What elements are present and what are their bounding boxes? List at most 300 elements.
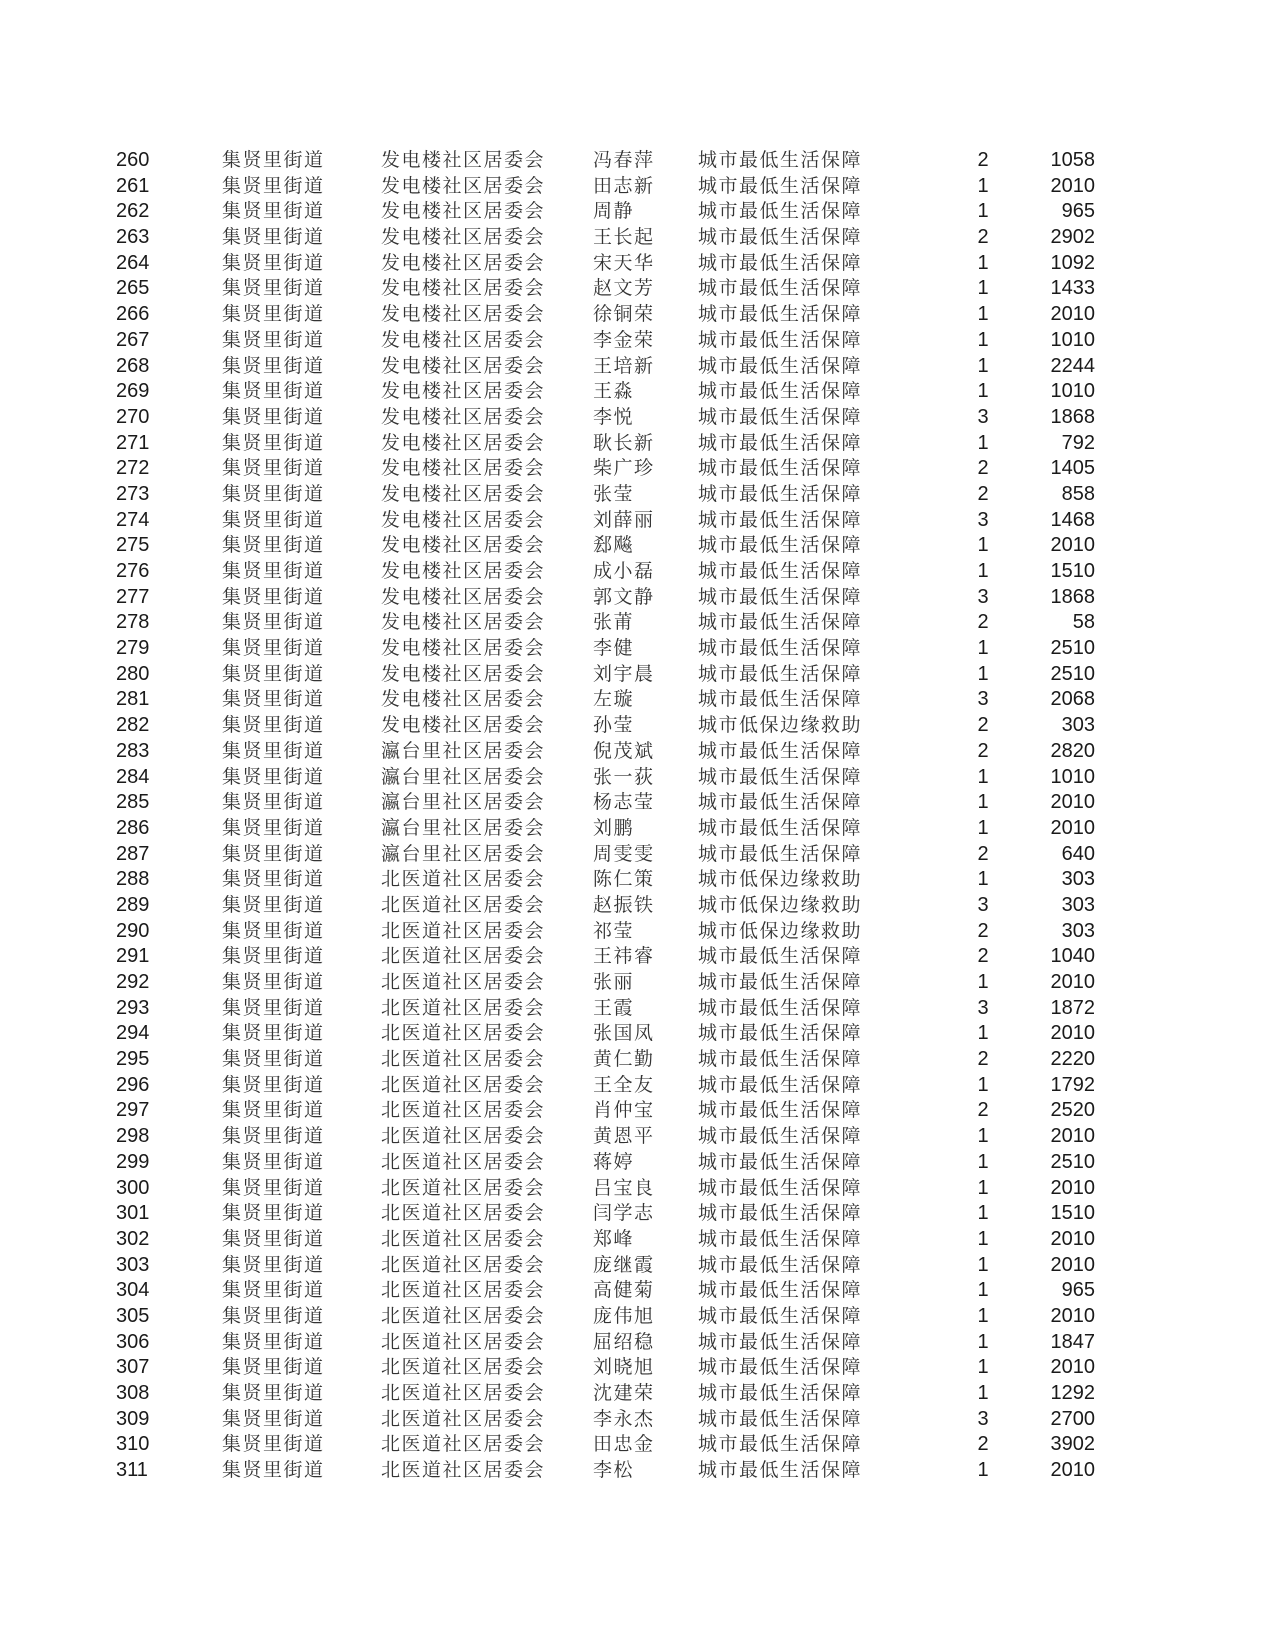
row-index: 288 xyxy=(116,868,150,891)
community-cell: 发电楼社区居委会 xyxy=(381,637,546,660)
table-row xyxy=(0,431,1275,457)
table-row xyxy=(0,1047,1275,1073)
street-cell: 集贤里街道 xyxy=(222,482,325,505)
household-count-cell: 1 xyxy=(977,1176,989,1199)
street-cell: 集贤里街道 xyxy=(222,662,325,685)
amount-cell: 640 xyxy=(1061,842,1095,865)
person-name-cell: 赵文芳 xyxy=(593,277,655,300)
community-cell: 发电楼社区居委会 xyxy=(381,560,546,582)
street-cell: 集贤里街道 xyxy=(222,714,325,737)
amount-cell: 1292 xyxy=(1050,1382,1095,1404)
person-name-cell: 徐铜荣 xyxy=(593,303,655,326)
street-cell: 集贤里街道 xyxy=(222,842,325,865)
assistance-type-cell: 城市低保边缘救助 xyxy=(698,893,863,916)
row-index: 264 xyxy=(116,251,150,274)
household-count-cell: 1 xyxy=(977,1125,989,1148)
community-cell: 发电楼社区居委会 xyxy=(381,226,546,249)
records-table xyxy=(0,148,1275,1484)
amount-cell: 1092 xyxy=(1050,251,1095,274)
household-count-cell: 3 xyxy=(977,996,989,1019)
amount-cell: 2520 xyxy=(1050,1099,1095,1122)
street-cell: 集贤里街道 xyxy=(222,1407,325,1430)
row-index: 274 xyxy=(116,508,150,531)
table-row xyxy=(0,379,1275,405)
table-row xyxy=(0,508,1275,534)
table-row xyxy=(0,893,1275,919)
assistance-type-cell: 城市最低生活保障 xyxy=(698,1073,863,1096)
row-index: 267 xyxy=(116,328,150,351)
assistance-type-cell: 城市最低生活保障 xyxy=(698,354,863,377)
street-cell: 集贤里街道 xyxy=(222,1099,325,1122)
household-count-cell: 3 xyxy=(977,508,989,531)
street-cell: 集贤里街道 xyxy=(222,1433,325,1456)
table-row xyxy=(0,1176,1275,1202)
assistance-type-cell: 城市最低生活保障 xyxy=(698,534,863,557)
row-index: 268 xyxy=(116,354,150,377)
amount-cell: 2700 xyxy=(1050,1407,1095,1430)
row-index: 301 xyxy=(116,1202,150,1225)
community-cell: 北医道社区居委会 xyxy=(381,1407,546,1430)
table-row xyxy=(0,1253,1275,1279)
table-row xyxy=(0,354,1275,380)
person-name-cell: 刘晓旭 xyxy=(593,1356,655,1379)
person-name-cell: 张莹 xyxy=(593,482,635,505)
household-count-cell: 3 xyxy=(977,1407,989,1430)
household-count-cell: 1 xyxy=(977,868,989,891)
row-index: 287 xyxy=(116,842,150,865)
assistance-type-cell: 城市最低生活保障 xyxy=(698,251,863,274)
assistance-type-cell: 城市最低生活保障 xyxy=(698,1048,863,1071)
person-name-cell: 田志新 xyxy=(593,174,655,197)
row-index: 308 xyxy=(116,1382,150,1404)
street-cell: 集贤里街道 xyxy=(222,1048,325,1071)
community-cell: 发电楼社区居委会 xyxy=(381,149,546,171)
amount-cell: 2010 xyxy=(1050,1253,1095,1276)
table-row xyxy=(0,1227,1275,1253)
amount-cell: 2010 xyxy=(1050,816,1095,839)
row-index: 280 xyxy=(116,662,150,685)
row-index: 263 xyxy=(116,226,150,249)
row-index: 282 xyxy=(116,714,150,737)
row-index: 311 xyxy=(116,1459,148,1482)
person-name-cell: 屈绍稳 xyxy=(593,1330,655,1353)
person-name-cell: 张一荻 xyxy=(593,765,655,788)
row-index: 271 xyxy=(116,431,150,454)
table-row xyxy=(0,816,1275,842)
community-cell: 北医道社区居委会 xyxy=(381,1099,546,1122)
row-index: 281 xyxy=(116,688,150,711)
amount-cell: 2010 xyxy=(1050,971,1095,993)
household-count-cell: 1 xyxy=(977,1253,989,1276)
row-index: 295 xyxy=(116,1048,150,1071)
person-name-cell: 杨志莹 xyxy=(593,791,655,814)
community-cell: 发电楼社区居委会 xyxy=(381,174,546,197)
person-name-cell: 赵振铁 xyxy=(593,893,655,916)
household-count-cell: 1 xyxy=(977,174,989,197)
person-name-cell: 庞伟旭 xyxy=(593,1304,655,1327)
amount-cell: 1868 xyxy=(1050,585,1095,608)
community-cell: 北医道社区居委会 xyxy=(381,1176,546,1199)
table-row xyxy=(0,1278,1275,1304)
table-row xyxy=(0,944,1275,970)
amount-cell: 1468 xyxy=(1050,508,1095,531)
amount-cell: 1433 xyxy=(1050,277,1095,300)
assistance-type-cell: 城市低保边缘救助 xyxy=(698,868,863,891)
household-count-cell: 1 xyxy=(977,1356,989,1379)
street-cell: 集贤里街道 xyxy=(222,1330,325,1353)
street-cell: 集贤里街道 xyxy=(222,226,325,249)
community-cell: 瀛台里社区居委会 xyxy=(381,765,546,788)
person-name-cell: 成小磊 xyxy=(593,560,655,582)
amount-cell: 1010 xyxy=(1050,380,1095,403)
assistance-type-cell: 城市最低生活保障 xyxy=(698,1202,863,1225)
table-row xyxy=(0,456,1275,482)
assistance-type-cell: 城市最低生活保障 xyxy=(698,1382,863,1404)
table-row xyxy=(0,739,1275,765)
community-cell: 北医道社区居委会 xyxy=(381,1125,546,1148)
street-cell: 集贤里街道 xyxy=(222,1279,325,1302)
amount-cell: 2010 xyxy=(1050,791,1095,814)
assistance-type-cell: 城市最低生活保障 xyxy=(698,1459,863,1482)
row-index: 292 xyxy=(116,971,150,993)
row-index: 265 xyxy=(116,277,150,300)
table-row xyxy=(0,1073,1275,1099)
street-cell: 集贤里街道 xyxy=(222,611,325,634)
assistance-type-cell: 城市最低生活保障 xyxy=(698,1022,863,1045)
table-row xyxy=(0,919,1275,945)
amount-cell: 1040 xyxy=(1050,945,1095,968)
person-name-cell: 张丽 xyxy=(593,971,635,993)
assistance-type-cell: 城市最低生活保障 xyxy=(698,277,863,300)
amount-cell: 1792 xyxy=(1050,1073,1095,1096)
community-cell: 北医道社区居委会 xyxy=(381,1279,546,1302)
person-name-cell: 肖仲宝 xyxy=(593,1099,655,1122)
table-row xyxy=(0,1458,1275,1484)
row-index: 266 xyxy=(116,303,150,326)
community-cell: 发电楼社区居委会 xyxy=(381,405,546,428)
assistance-type-cell: 城市最低生活保障 xyxy=(698,1176,863,1199)
amount-cell: 2010 xyxy=(1050,1125,1095,1148)
household-count-cell: 3 xyxy=(977,688,989,711)
person-name-cell: 王祎睿 xyxy=(593,945,655,968)
assistance-type-cell: 城市最低生活保障 xyxy=(698,585,863,608)
household-count-cell: 2 xyxy=(977,482,989,505)
amount-cell: 2010 xyxy=(1050,534,1095,557)
assistance-type-cell: 城市最低生活保障 xyxy=(698,405,863,428)
community-cell: 北医道社区居委会 xyxy=(381,919,546,942)
community-cell: 北医道社区居委会 xyxy=(381,1356,546,1379)
table-row xyxy=(0,1330,1275,1356)
street-cell: 集贤里街道 xyxy=(222,303,325,326)
amount-cell: 1510 xyxy=(1050,560,1095,582)
community-cell: 瀛台里社区居委会 xyxy=(381,739,546,762)
person-name-cell: 张莆 xyxy=(593,611,635,634)
row-index: 303 xyxy=(116,1253,150,1276)
household-count-cell: 1 xyxy=(977,1279,989,1302)
assistance-type-cell: 城市最低生活保障 xyxy=(698,688,863,711)
community-cell: 发电楼社区居委会 xyxy=(381,482,546,505)
amount-cell: 2510 xyxy=(1050,1150,1095,1173)
street-cell: 集贤里街道 xyxy=(222,174,325,197)
row-index: 304 xyxy=(116,1279,150,1302)
person-name-cell: 沈建荣 xyxy=(593,1382,655,1404)
assistance-type-cell: 城市低保边缘救助 xyxy=(698,919,863,942)
table-row xyxy=(0,482,1275,508)
assistance-type-cell: 城市最低生活保障 xyxy=(698,611,863,634)
table-row xyxy=(0,148,1275,174)
community-cell: 发电楼社区居委会 xyxy=(381,508,546,531)
row-index: 310 xyxy=(116,1433,150,1456)
person-name-cell: 王淼 xyxy=(593,380,635,403)
household-count-cell: 1 xyxy=(977,251,989,274)
row-index: 278 xyxy=(116,611,150,634)
assistance-type-cell: 城市最低生活保障 xyxy=(698,560,863,582)
amount-cell: 2010 xyxy=(1050,1176,1095,1199)
amount-cell: 2902 xyxy=(1050,226,1095,249)
assistance-type-cell: 城市最低生活保障 xyxy=(698,431,863,454)
household-count-cell: 2 xyxy=(977,1433,989,1456)
assistance-type-cell: 城市最低生活保障 xyxy=(698,816,863,839)
table-row xyxy=(0,1150,1275,1176)
table-row xyxy=(0,405,1275,431)
table-row xyxy=(0,1201,1275,1227)
amount-cell: 1058 xyxy=(1050,149,1095,171)
amount-cell: 1847 xyxy=(1050,1330,1095,1353)
amount-cell: 2010 xyxy=(1050,1022,1095,1045)
row-index: 290 xyxy=(116,919,150,942)
amount-cell: 2010 xyxy=(1050,1304,1095,1327)
assistance-type-cell: 城市最低生活保障 xyxy=(698,1407,863,1430)
person-name-cell: 孙莹 xyxy=(593,714,635,737)
assistance-type-cell: 城市最低生活保障 xyxy=(698,1304,863,1327)
row-index: 279 xyxy=(116,637,150,660)
row-index: 270 xyxy=(116,405,150,428)
household-count-cell: 2 xyxy=(977,842,989,865)
row-index: 289 xyxy=(116,893,150,916)
street-cell: 集贤里街道 xyxy=(222,919,325,942)
table-row xyxy=(0,610,1275,636)
amount-cell: 1872 xyxy=(1050,996,1095,1019)
street-cell: 集贤里街道 xyxy=(222,1073,325,1096)
street-cell: 集贤里街道 xyxy=(222,868,325,891)
table-row xyxy=(0,328,1275,354)
amount-cell: 965 xyxy=(1061,200,1095,223)
community-cell: 发电楼社区居委会 xyxy=(381,457,546,480)
street-cell: 集贤里街道 xyxy=(222,765,325,788)
community-cell: 北医道社区居委会 xyxy=(381,1073,546,1096)
assistance-type-cell: 城市最低生活保障 xyxy=(698,303,863,326)
household-count-cell: 1 xyxy=(977,1150,989,1173)
community-cell: 北医道社区居委会 xyxy=(381,1304,546,1327)
community-cell: 发电楼社区居委会 xyxy=(381,354,546,377)
amount-cell: 2010 xyxy=(1050,303,1095,326)
assistance-type-cell: 城市最低生活保障 xyxy=(698,174,863,197)
table-row xyxy=(0,251,1275,277)
table-row xyxy=(0,533,1275,559)
assistance-type-cell: 城市最低生活保障 xyxy=(698,1125,863,1148)
household-count-cell: 1 xyxy=(977,791,989,814)
street-cell: 集贤里街道 xyxy=(222,200,325,223)
row-index: 283 xyxy=(116,739,150,762)
row-index: 277 xyxy=(116,585,150,608)
street-cell: 集贤里街道 xyxy=(222,149,325,171)
row-index: 306 xyxy=(116,1330,150,1353)
table-row xyxy=(0,174,1275,200)
street-cell: 集贤里街道 xyxy=(222,1227,325,1250)
assistance-type-cell: 城市最低生活保障 xyxy=(698,508,863,531)
street-cell: 集贤里街道 xyxy=(222,893,325,916)
person-name-cell: 张国凤 xyxy=(593,1022,655,1045)
street-cell: 集贤里街道 xyxy=(222,1253,325,1276)
household-count-cell: 1 xyxy=(977,354,989,377)
amount-cell: 1010 xyxy=(1050,328,1095,351)
household-count-cell: 1 xyxy=(977,1202,989,1225)
assistance-type-cell: 城市最低生活保障 xyxy=(698,380,863,403)
amount-cell: 2510 xyxy=(1050,637,1095,660)
street-cell: 集贤里街道 xyxy=(222,971,325,993)
household-count-cell: 1 xyxy=(977,971,989,993)
table-row xyxy=(0,765,1275,791)
amount-cell: 2010 xyxy=(1050,174,1095,197)
community-cell: 发电楼社区居委会 xyxy=(381,611,546,634)
household-count-cell: 3 xyxy=(977,893,989,916)
amount-cell: 303 xyxy=(1061,919,1095,942)
row-index: 269 xyxy=(116,380,150,403)
community-cell: 北医道社区居委会 xyxy=(381,996,546,1019)
person-name-cell: 王全友 xyxy=(593,1073,655,1096)
person-name-cell: 祁莹 xyxy=(593,919,635,942)
street-cell: 集贤里街道 xyxy=(222,637,325,660)
street-cell: 集贤里街道 xyxy=(222,354,325,377)
street-cell: 集贤里街道 xyxy=(222,1202,325,1225)
community-cell: 北医道社区居委会 xyxy=(381,893,546,916)
community-cell: 瀛台里社区居委会 xyxy=(381,816,546,839)
household-count-cell: 1 xyxy=(977,328,989,351)
amount-cell: 965 xyxy=(1061,1279,1095,1302)
community-cell: 发电楼社区居委会 xyxy=(381,714,546,737)
household-count-cell: 1 xyxy=(977,1073,989,1096)
assistance-type-cell: 城市最低生活保障 xyxy=(698,1253,863,1276)
household-count-cell: 1 xyxy=(977,200,989,223)
amount-cell: 2010 xyxy=(1050,1227,1095,1250)
row-index: 309 xyxy=(116,1407,150,1430)
table-row xyxy=(0,996,1275,1022)
person-name-cell: 李悦 xyxy=(593,405,635,428)
street-cell: 集贤里街道 xyxy=(222,457,325,480)
household-count-cell: 1 xyxy=(977,765,989,788)
assistance-type-cell: 城市最低生活保障 xyxy=(698,1356,863,1379)
assistance-type-cell: 城市最低生活保障 xyxy=(698,1330,863,1353)
street-cell: 集贤里街道 xyxy=(222,1176,325,1199)
person-name-cell: 陈仁策 xyxy=(593,868,655,891)
row-index: 276 xyxy=(116,560,150,582)
person-name-cell: 刘鹏 xyxy=(593,816,635,839)
community-cell: 北医道社区居委会 xyxy=(381,1048,546,1071)
row-index: 307 xyxy=(116,1356,150,1379)
row-index: 299 xyxy=(116,1150,150,1173)
person-name-cell: 王长起 xyxy=(593,226,655,249)
community-cell: 北医道社区居委会 xyxy=(381,1459,546,1482)
household-count-cell: 1 xyxy=(977,816,989,839)
table-row xyxy=(0,1124,1275,1150)
table-row xyxy=(0,1381,1275,1407)
person-name-cell: 黄仁勤 xyxy=(593,1048,655,1071)
table-row xyxy=(0,1355,1275,1381)
person-name-cell: 倪茂斌 xyxy=(593,739,655,762)
community-cell: 发电楼社区居委会 xyxy=(381,662,546,685)
row-index: 284 xyxy=(116,765,150,788)
community-cell: 北医道社区居委会 xyxy=(381,868,546,891)
amount-cell: 1405 xyxy=(1050,457,1095,480)
person-name-cell: 高健菊 xyxy=(593,1279,655,1302)
amount-cell: 3902 xyxy=(1050,1433,1095,1456)
street-cell: 集贤里街道 xyxy=(222,945,325,968)
household-count-cell: 3 xyxy=(977,585,989,608)
assistance-type-cell: 城市最低生活保障 xyxy=(698,482,863,505)
household-count-cell: 1 xyxy=(977,1022,989,1045)
person-name-cell: 黄恩平 xyxy=(593,1125,655,1148)
row-index: 297 xyxy=(116,1099,150,1122)
table-row xyxy=(0,970,1275,996)
community-cell: 发电楼社区居委会 xyxy=(381,303,546,326)
street-cell: 集贤里街道 xyxy=(222,251,325,274)
community-cell: 北医道社区居委会 xyxy=(381,1433,546,1456)
community-cell: 发电楼社区居委会 xyxy=(381,585,546,608)
person-name-cell: 蒋婷 xyxy=(593,1150,635,1173)
street-cell: 集贤里街道 xyxy=(222,277,325,300)
household-count-cell: 1 xyxy=(977,277,989,300)
amount-cell: 2010 xyxy=(1050,1356,1095,1379)
person-name-cell: 李健 xyxy=(593,637,635,660)
row-index: 302 xyxy=(116,1227,150,1250)
table-row xyxy=(0,867,1275,893)
community-cell: 北医道社区居委会 xyxy=(381,945,546,968)
street-cell: 集贤里街道 xyxy=(222,585,325,608)
assistance-type-cell: 城市最低生活保障 xyxy=(698,457,863,480)
amount-cell: 2510 xyxy=(1050,662,1095,685)
street-cell: 集贤里街道 xyxy=(222,431,325,454)
table-row xyxy=(0,559,1275,585)
household-count-cell: 1 xyxy=(977,1304,989,1327)
street-cell: 集贤里街道 xyxy=(222,1022,325,1045)
household-count-cell: 1 xyxy=(977,662,989,685)
table-row xyxy=(0,636,1275,662)
community-cell: 北医道社区居委会 xyxy=(381,1150,546,1173)
person-name-cell: 左璇 xyxy=(593,688,635,711)
community-cell: 瀛台里社区居委会 xyxy=(381,842,546,865)
community-cell: 发电楼社区居委会 xyxy=(381,277,546,300)
row-index: 300 xyxy=(116,1176,150,1199)
assistance-type-cell: 城市最低生活保障 xyxy=(698,637,863,660)
person-name-cell: 闫学志 xyxy=(593,1202,655,1225)
street-cell: 集贤里街道 xyxy=(222,1356,325,1379)
assistance-type-cell: 城市最低生活保障 xyxy=(698,842,863,865)
household-count-cell: 2 xyxy=(977,1048,989,1071)
person-name-cell: 王培新 xyxy=(593,354,655,377)
household-count-cell: 2 xyxy=(977,945,989,968)
person-name-cell: 冯春萍 xyxy=(593,149,655,171)
table-row xyxy=(0,199,1275,225)
person-name-cell: 刘薛丽 xyxy=(593,508,655,531)
row-index: 261 xyxy=(116,174,150,197)
amount-cell: 2010 xyxy=(1050,1459,1095,1482)
street-cell: 集贤里街道 xyxy=(222,688,325,711)
table-row xyxy=(0,1407,1275,1433)
table-row xyxy=(0,276,1275,302)
street-cell: 集贤里街道 xyxy=(222,405,325,428)
assistance-type-cell: 城市最低生活保障 xyxy=(698,1433,863,1456)
person-name-cell: 李金荣 xyxy=(593,328,655,351)
